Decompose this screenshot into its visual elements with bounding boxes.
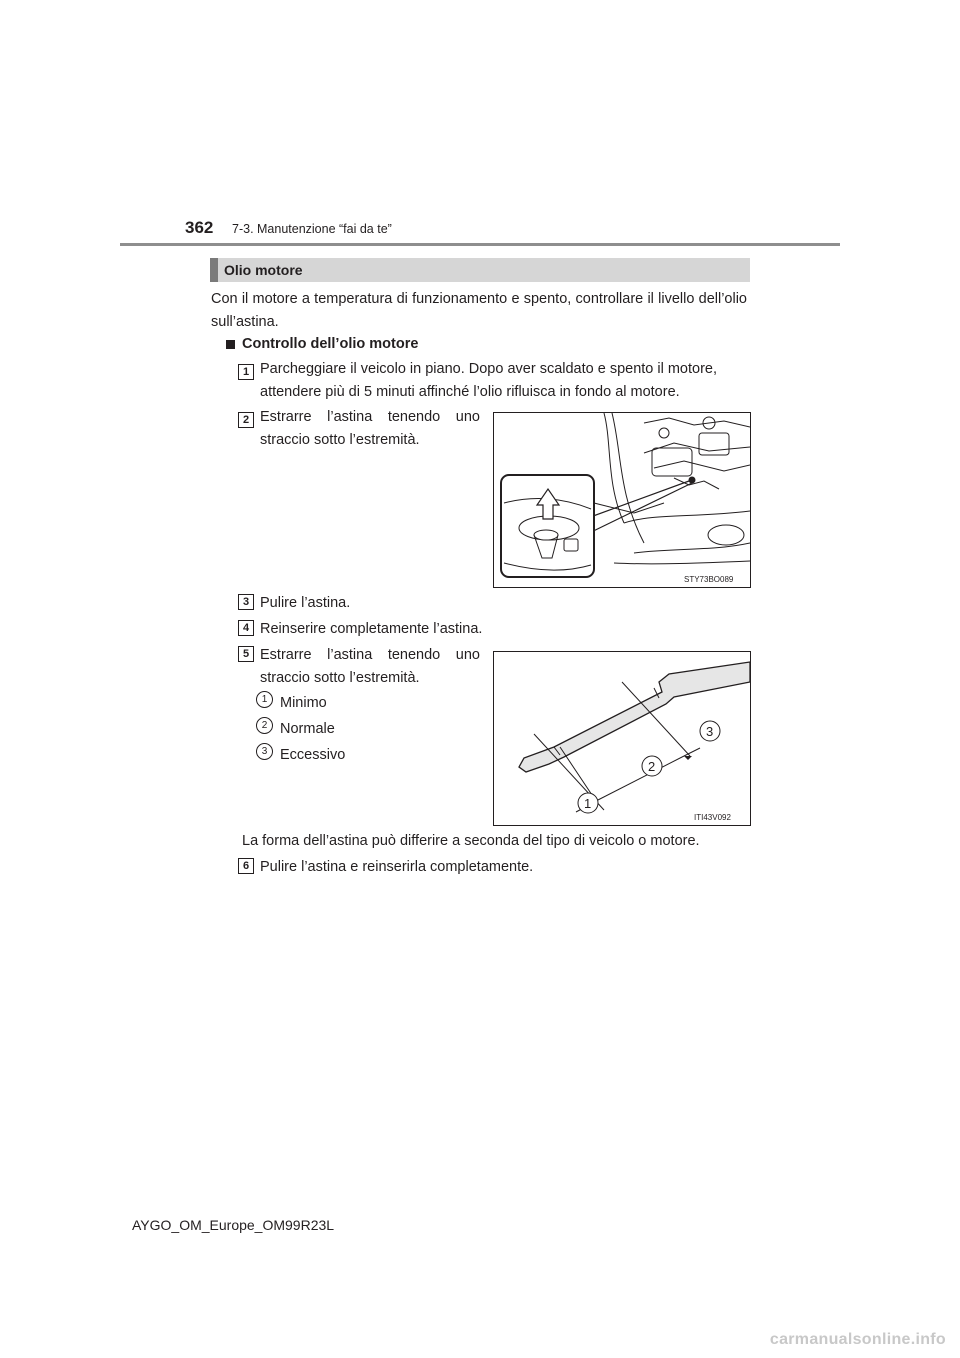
header-divider	[120, 243, 840, 246]
engine-dipstick-figure	[493, 412, 751, 588]
page-number: 362	[185, 218, 214, 237]
level-label-1: Minimo	[280, 695, 327, 711]
step-5-text	[260, 644, 480, 690]
watermark: carmanualsonline.info	[769, 1331, 946, 1348]
step-number-5: 5	[238, 646, 254, 662]
footer-doc-id: AYGO_OM_Europe_OM99R23L	[132, 1217, 335, 1233]
step-1-line-1: Parcheggiare il veicolo in piano. Dopo aver scaldato e spento il motore,	[260, 361, 718, 377]
level-label-2: Normale	[280, 721, 335, 737]
step-number-3: 3	[238, 594, 254, 610]
step-4-text: Reinserire completamente l’astina.	[260, 621, 483, 637]
dipstick-level-figure	[493, 651, 751, 826]
shape-note: La forma dell’astina può differire a seconda del tipo di veicolo o motore.	[242, 833, 700, 849]
step-2-text	[260, 406, 480, 452]
step-number-4: 4	[238, 620, 254, 636]
topic-title: Olio motore	[224, 262, 303, 278]
level-number-1: 1	[256, 691, 273, 708]
step-number-1: 1	[238, 364, 254, 380]
section-title: 7-3. Manutenzione “fai da te”	[232, 222, 392, 236]
dipstick-callout-1: 1	[584, 796, 592, 811]
step-5-line-1: Estrarre l’astina tenendo uno	[260, 647, 480, 663]
step-number-2: 2	[238, 412, 254, 428]
step-2-line-2: straccio sotto l’estremità.	[260, 432, 420, 448]
step-1-text	[260, 358, 748, 404]
dipstick-figure-code: ITI43V092	[694, 813, 731, 822]
dipstick-callout-3: 3	[706, 724, 714, 739]
intro-text: Con il motore a temperatura di funzionamento e spento, controllare il livello dell’olio sull’astina.	[211, 291, 747, 330]
topic-accent-bar	[210, 258, 218, 282]
dipstick-callout-2: 2	[648, 759, 656, 774]
level-number-2: 2	[256, 717, 273, 734]
step-number-6: 6	[238, 858, 254, 874]
subheading: Controllo dell’olio motore	[242, 336, 419, 352]
subheading-bullet-icon	[226, 340, 235, 349]
intro-paragraph	[211, 288, 747, 334]
step-2-line-1: Estrarre l’astina tenendo uno	[260, 409, 480, 425]
step-6-text: Pulire l’astina e reinserirla completamente.	[260, 859, 534, 875]
engine-illustration	[494, 413, 750, 587]
level-number-3: 3	[256, 743, 273, 760]
step-1-line-2: attendere più di 5 minuti affinché l’olio rifluisca in fondo al motore.	[260, 384, 680, 400]
level-label-3: Eccessivo	[280, 747, 346, 763]
dipstick-illustration	[494, 652, 750, 825]
engine-figure-code: STY73BO089	[684, 575, 734, 584]
step-5-line-2: straccio sotto l’estremità.	[260, 670, 420, 686]
topic-header	[210, 258, 750, 282]
step-3-text: Pulire l’astina.	[260, 595, 351, 611]
